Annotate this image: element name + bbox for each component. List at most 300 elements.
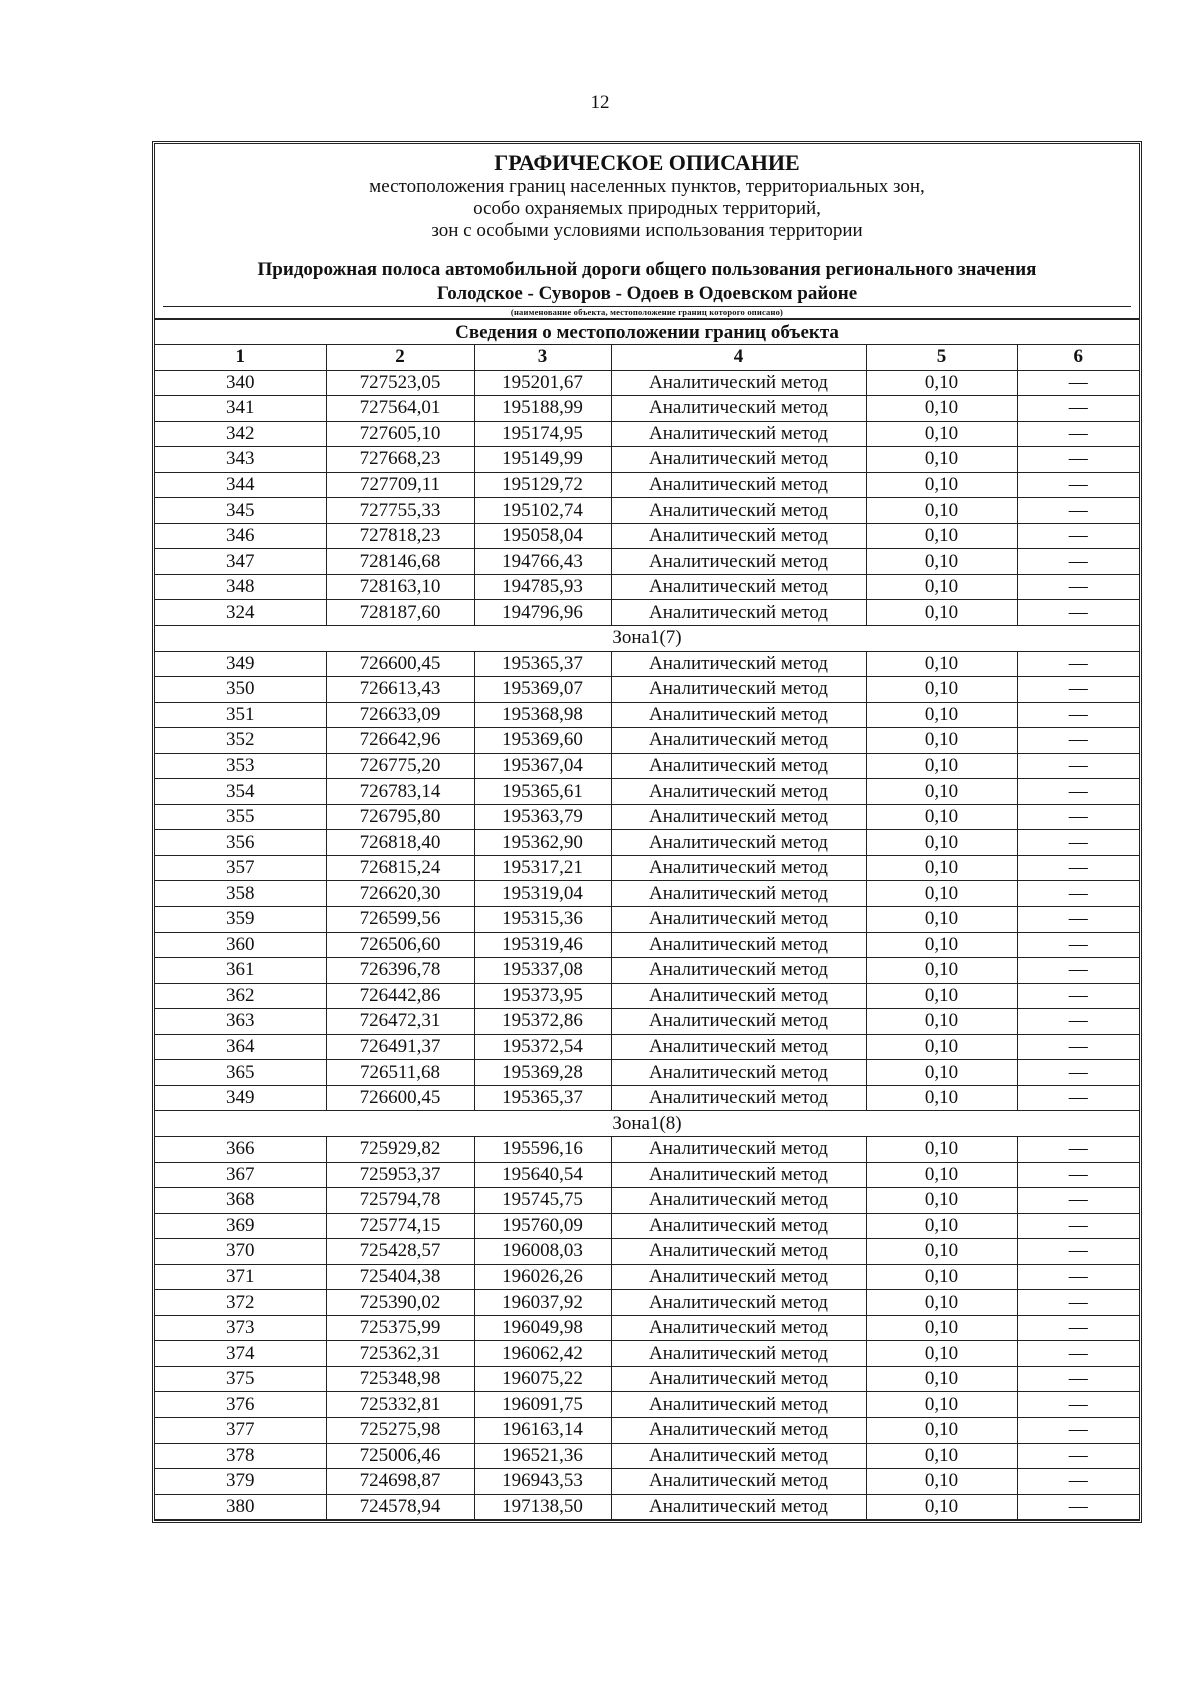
- zone-row: [155, 626, 1139, 652]
- x-coordinate-cell: 728146,68: [326, 549, 474, 575]
- column-header: 6: [1017, 345, 1139, 371]
- precision-cell: 0,10: [866, 574, 1017, 600]
- zone-label: Зона1(7): [155, 626, 1139, 652]
- table-row: [155, 1469, 1139, 1495]
- precision-cell: 0,10: [866, 1264, 1017, 1290]
- precision-cell: 0,10: [866, 932, 1017, 958]
- method-cell: Аналитический метод: [611, 1315, 866, 1341]
- precision-cell: 0,10: [866, 1494, 1017, 1520]
- note-cell: —: [1017, 779, 1139, 805]
- table-row: [155, 1264, 1139, 1290]
- column-header: 1: [155, 345, 326, 371]
- precision-cell: 0,10: [866, 1213, 1017, 1239]
- note-cell: —: [1017, 1136, 1139, 1162]
- note-cell: —: [1017, 958, 1139, 984]
- x-coordinate-cell: 725275,98: [326, 1417, 474, 1443]
- x-coordinate-cell: 725428,57: [326, 1239, 474, 1265]
- table-header-row: [155, 345, 1139, 371]
- y-coordinate-cell: 197138,50: [474, 1494, 611, 1520]
- y-coordinate-cell: 195367,04: [474, 753, 611, 779]
- note-cell: —: [1017, 983, 1139, 1009]
- method-cell: Аналитический метод: [611, 1009, 866, 1035]
- point-number-cell: 365: [155, 1060, 326, 1086]
- note-cell: —: [1017, 677, 1139, 703]
- document-header: [155, 144, 1139, 344]
- y-coordinate-cell: 195365,61: [474, 779, 611, 805]
- method-cell: Аналитический метод: [611, 523, 866, 549]
- note-cell: —: [1017, 1034, 1139, 1060]
- table-body: [155, 370, 1139, 1520]
- point-number-cell: 372: [155, 1290, 326, 1316]
- table-row: [155, 753, 1139, 779]
- method-cell: Аналитический метод: [611, 1085, 866, 1111]
- note-cell: —: [1017, 1494, 1139, 1520]
- y-coordinate-cell: 195337,08: [474, 958, 611, 984]
- y-coordinate-cell: 196026,26: [474, 1264, 611, 1290]
- precision-cell: 0,10: [866, 1315, 1017, 1341]
- y-coordinate-cell: 195174,95: [474, 421, 611, 447]
- method-cell: Аналитический метод: [611, 1469, 866, 1495]
- document-title: ГРАФИЧЕСКОЕ ОПИСАНИЕ: [494, 150, 800, 175]
- y-coordinate-cell: 194796,96: [474, 600, 611, 626]
- point-number-cell: 361: [155, 958, 326, 984]
- column-header: 4: [611, 345, 866, 371]
- column-header: 2: [326, 345, 474, 371]
- method-cell: Аналитический метод: [611, 1341, 866, 1367]
- table-row: [155, 1085, 1139, 1111]
- table-row: [155, 396, 1139, 422]
- note-cell: —: [1017, 1009, 1139, 1035]
- object-caption: (наименование объекта, местоположение границ которого описано): [510, 307, 784, 317]
- table-row: [155, 421, 1139, 447]
- precision-cell: 0,10: [866, 1366, 1017, 1392]
- method-cell: Аналитический метод: [611, 881, 866, 907]
- table-row: [155, 1162, 1139, 1188]
- precision-cell: 0,10: [866, 881, 1017, 907]
- y-coordinate-cell: 195596,16: [474, 1136, 611, 1162]
- method-cell: Аналитический метод: [611, 549, 866, 575]
- x-coordinate-cell: 725774,15: [326, 1213, 474, 1239]
- method-cell: Аналитический метод: [611, 1392, 866, 1418]
- x-coordinate-cell: 727523,05: [326, 370, 474, 396]
- method-cell: Аналитический метод: [611, 1264, 866, 1290]
- table-row: [155, 472, 1139, 498]
- note-cell: —: [1017, 1264, 1139, 1290]
- table-row: [155, 600, 1139, 626]
- y-coordinate-cell: 195362,90: [474, 830, 611, 856]
- method-cell: Аналитический метод: [611, 1034, 866, 1060]
- point-number-cell: 324: [155, 600, 326, 626]
- point-number-cell: 363: [155, 1009, 326, 1035]
- point-number-cell: 350: [155, 677, 326, 703]
- table-row: [155, 907, 1139, 933]
- x-coordinate-cell: 724698,87: [326, 1469, 474, 1495]
- table-row: [155, 1366, 1139, 1392]
- x-coordinate-cell: 727709,11: [326, 472, 474, 498]
- precision-cell: 0,10: [866, 1443, 1017, 1469]
- point-number-cell: 355: [155, 804, 326, 830]
- method-cell: Аналитический метод: [611, 1366, 866, 1392]
- point-number-cell: 343: [155, 447, 326, 473]
- method-cell: Аналитический метод: [611, 779, 866, 805]
- y-coordinate-cell: 195760,09: [474, 1213, 611, 1239]
- note-cell: —: [1017, 1315, 1139, 1341]
- point-number-cell: 353: [155, 753, 326, 779]
- x-coordinate-cell: 726442,86: [326, 983, 474, 1009]
- method-cell: Аналитический метод: [611, 855, 866, 881]
- zone-row: [155, 1111, 1139, 1137]
- x-coordinate-cell: 725953,37: [326, 1162, 474, 1188]
- point-number-cell: 342: [155, 421, 326, 447]
- y-coordinate-cell: 195745,75: [474, 1188, 611, 1214]
- table-row: [155, 1392, 1139, 1418]
- table-row: [155, 677, 1139, 703]
- precision-cell: 0,10: [866, 1034, 1017, 1060]
- table-row: [155, 1239, 1139, 1265]
- point-number-cell: 345: [155, 498, 326, 524]
- method-cell: Аналитический метод: [611, 600, 866, 626]
- y-coordinate-cell: 195319,46: [474, 932, 611, 958]
- precision-cell: 0,10: [866, 855, 1017, 881]
- note-cell: —: [1017, 498, 1139, 524]
- page-number: 12: [590, 92, 610, 113]
- precision-cell: 0,10: [866, 1060, 1017, 1086]
- table-row: [155, 881, 1139, 907]
- point-number-cell: 349: [155, 1085, 326, 1111]
- note-cell: —: [1017, 753, 1139, 779]
- method-cell: Аналитический метод: [611, 932, 866, 958]
- note-cell: —: [1017, 804, 1139, 830]
- point-number-cell: 364: [155, 1034, 326, 1060]
- precision-cell: 0,10: [866, 1188, 1017, 1214]
- table-row: [155, 1034, 1139, 1060]
- point-number-cell: 375: [155, 1366, 326, 1392]
- method-cell: Аналитический метод: [611, 421, 866, 447]
- precision-cell: 0,10: [866, 1009, 1017, 1035]
- note-cell: —: [1017, 830, 1139, 856]
- x-coordinate-cell: 726600,45: [326, 1085, 474, 1111]
- table-row: [155, 855, 1139, 881]
- x-coordinate-cell: 726396,78: [326, 958, 474, 984]
- point-number-cell: 349: [155, 651, 326, 677]
- table-row: [155, 1009, 1139, 1035]
- method-cell: Аналитический метод: [611, 370, 866, 396]
- method-cell: Аналитический метод: [611, 983, 866, 1009]
- y-coordinate-cell: 195372,86: [474, 1009, 611, 1035]
- point-number-cell: 356: [155, 830, 326, 856]
- y-coordinate-cell: 195315,36: [474, 907, 611, 933]
- point-number-cell: 371: [155, 1264, 326, 1290]
- note-cell: —: [1017, 651, 1139, 677]
- table-row: [155, 1417, 1139, 1443]
- x-coordinate-cell: 728163,10: [326, 574, 474, 600]
- point-number-cell: 359: [155, 907, 326, 933]
- x-coordinate-cell: 727818,23: [326, 523, 474, 549]
- note-cell: —: [1017, 396, 1139, 422]
- note-cell: —: [1017, 728, 1139, 754]
- x-coordinate-cell: 725375,99: [326, 1315, 474, 1341]
- note-cell: —: [1017, 1188, 1139, 1214]
- table-row: [155, 523, 1139, 549]
- method-cell: Аналитический метод: [611, 1417, 866, 1443]
- y-coordinate-cell: 195149,99: [474, 447, 611, 473]
- note-cell: —: [1017, 1443, 1139, 1469]
- table-row: [155, 549, 1139, 575]
- table-row: [155, 958, 1139, 984]
- x-coordinate-cell: 726600,45: [326, 651, 474, 677]
- note-cell: —: [1017, 932, 1139, 958]
- subtitle-line: местоположения границ населенных пунктов, территориальных зон,: [369, 176, 925, 197]
- y-coordinate-cell: 196163,14: [474, 1417, 611, 1443]
- note-cell: —: [1017, 1162, 1139, 1188]
- precision-cell: 0,10: [866, 804, 1017, 830]
- precision-cell: 0,10: [866, 651, 1017, 677]
- note-cell: —: [1017, 1366, 1139, 1392]
- note-cell: —: [1017, 574, 1139, 600]
- note-cell: —: [1017, 370, 1139, 396]
- precision-cell: 0,10: [866, 1341, 1017, 1367]
- object-name-line: Придорожная полоса автомобильной дороги общего пользования регионального значения: [257, 259, 1037, 280]
- note-cell: —: [1017, 472, 1139, 498]
- note-cell: —: [1017, 907, 1139, 933]
- y-coordinate-cell: 195640,54: [474, 1162, 611, 1188]
- document-frame: [152, 141, 1142, 1523]
- method-cell: Аналитический метод: [611, 1188, 866, 1214]
- x-coordinate-cell: 725404,38: [326, 1264, 474, 1290]
- point-number-cell: 373: [155, 1315, 326, 1341]
- y-coordinate-cell: 195369,28: [474, 1060, 611, 1086]
- precision-cell: 0,10: [866, 600, 1017, 626]
- precision-cell: 0,10: [866, 1239, 1017, 1265]
- x-coordinate-cell: 725362,31: [326, 1341, 474, 1367]
- precision-cell: 0,10: [866, 728, 1017, 754]
- x-coordinate-cell: 726620,30: [326, 881, 474, 907]
- x-coordinate-cell: 727605,10: [326, 421, 474, 447]
- y-coordinate-cell: 196049,98: [474, 1315, 611, 1341]
- column-header: 3: [474, 345, 611, 371]
- x-coordinate-cell: 728187,60: [326, 600, 474, 626]
- note-cell: —: [1017, 1392, 1139, 1418]
- y-coordinate-cell: 195188,99: [474, 396, 611, 422]
- y-coordinate-cell: 195201,67: [474, 370, 611, 396]
- point-number-cell: 362: [155, 983, 326, 1009]
- x-coordinate-cell: 725332,81: [326, 1392, 474, 1418]
- x-coordinate-cell: 727668,23: [326, 447, 474, 473]
- y-coordinate-cell: 195317,21: [474, 855, 611, 881]
- method-cell: Аналитический метод: [611, 447, 866, 473]
- x-coordinate-cell: 726511,68: [326, 1060, 474, 1086]
- precision-cell: 0,10: [866, 498, 1017, 524]
- table-row: [155, 574, 1139, 600]
- y-coordinate-cell: 195369,60: [474, 728, 611, 754]
- y-coordinate-cell: 195102,74: [474, 498, 611, 524]
- y-coordinate-cell: 196521,36: [474, 1443, 611, 1469]
- x-coordinate-cell: 725390,02: [326, 1290, 474, 1316]
- method-cell: Аналитический метод: [611, 702, 866, 728]
- table-row: [155, 932, 1139, 958]
- point-number-cell: 379: [155, 1469, 326, 1495]
- note-cell: —: [1017, 600, 1139, 626]
- precision-cell: 0,10: [866, 753, 1017, 779]
- y-coordinate-cell: 196091,75: [474, 1392, 611, 1418]
- precision-cell: 0,10: [866, 549, 1017, 575]
- note-cell: —: [1017, 549, 1139, 575]
- table-row: [155, 830, 1139, 856]
- point-number-cell: 374: [155, 1341, 326, 1367]
- method-cell: Аналитический метод: [611, 396, 866, 422]
- note-cell: —: [1017, 1469, 1139, 1495]
- precision-cell: 0,10: [866, 779, 1017, 805]
- column-header: 5: [866, 345, 1017, 371]
- y-coordinate-cell: 196943,53: [474, 1469, 611, 1495]
- note-cell: —: [1017, 421, 1139, 447]
- table-row: [155, 1213, 1139, 1239]
- point-number-cell: 344: [155, 472, 326, 498]
- method-cell: Аналитический метод: [611, 1213, 866, 1239]
- method-cell: Аналитический метод: [611, 753, 866, 779]
- x-coordinate-cell: 726506,60: [326, 932, 474, 958]
- method-cell: Аналитический метод: [611, 1060, 866, 1086]
- y-coordinate-cell: 195372,54: [474, 1034, 611, 1060]
- table-row: [155, 779, 1139, 805]
- x-coordinate-cell: 726642,96: [326, 728, 474, 754]
- precision-cell: 0,10: [866, 677, 1017, 703]
- point-number-cell: 377: [155, 1417, 326, 1443]
- method-cell: Аналитический метод: [611, 498, 866, 524]
- table-row: [155, 1341, 1139, 1367]
- precision-cell: 0,10: [866, 447, 1017, 473]
- method-cell: Аналитический метод: [611, 1290, 866, 1316]
- x-coordinate-cell: 727564,01: [326, 396, 474, 422]
- object-name-line: Голодское - Суворов - Одоев в Одоевском районе: [436, 283, 858, 304]
- precision-cell: 0,10: [866, 1417, 1017, 1443]
- table-row: [155, 728, 1139, 754]
- table-row: [155, 1494, 1139, 1520]
- point-number-cell: 369: [155, 1213, 326, 1239]
- point-number-cell: 370: [155, 1239, 326, 1265]
- subtitle-line: особо охраняемых природных территорий,: [473, 198, 821, 219]
- precision-cell: 0,10: [866, 1469, 1017, 1495]
- x-coordinate-cell: 726613,43: [326, 677, 474, 703]
- table-row: [155, 498, 1139, 524]
- x-coordinate-cell: 726472,31: [326, 1009, 474, 1035]
- method-cell: Аналитический метод: [611, 651, 866, 677]
- point-number-cell: 354: [155, 779, 326, 805]
- x-coordinate-cell: 725348,98: [326, 1366, 474, 1392]
- table-row: [155, 651, 1139, 677]
- table-row: [155, 1443, 1139, 1469]
- precision-cell: 0,10: [866, 1290, 1017, 1316]
- precision-cell: 0,10: [866, 1162, 1017, 1188]
- note-cell: —: [1017, 702, 1139, 728]
- table-row: [155, 1290, 1139, 1316]
- y-coordinate-cell: 195363,79: [474, 804, 611, 830]
- note-cell: —: [1017, 447, 1139, 473]
- coordinates-table: [155, 344, 1139, 1520]
- table-row: [155, 702, 1139, 728]
- y-coordinate-cell: 195058,04: [474, 523, 611, 549]
- y-coordinate-cell: 196075,22: [474, 1366, 611, 1392]
- method-cell: Аналитический метод: [611, 677, 866, 703]
- note-cell: —: [1017, 1417, 1139, 1443]
- precision-cell: 0,10: [866, 421, 1017, 447]
- note-cell: —: [1017, 855, 1139, 881]
- method-cell: Аналитический метод: [611, 472, 866, 498]
- point-number-cell: 346: [155, 523, 326, 549]
- x-coordinate-cell: 726775,20: [326, 753, 474, 779]
- point-number-cell: 366: [155, 1136, 326, 1162]
- table-row: [155, 804, 1139, 830]
- x-coordinate-cell: 725006,46: [326, 1443, 474, 1469]
- method-cell: Аналитический метод: [611, 804, 866, 830]
- precision-cell: 0,10: [866, 958, 1017, 984]
- point-number-cell: 340: [155, 370, 326, 396]
- table-row: [155, 447, 1139, 473]
- precision-cell: 0,10: [866, 702, 1017, 728]
- x-coordinate-cell: 726818,40: [326, 830, 474, 856]
- note-cell: —: [1017, 1085, 1139, 1111]
- y-coordinate-cell: 196008,03: [474, 1239, 611, 1265]
- precision-cell: 0,10: [866, 983, 1017, 1009]
- precision-cell: 0,10: [866, 1392, 1017, 1418]
- y-coordinate-cell: 195319,04: [474, 881, 611, 907]
- point-number-cell: 367: [155, 1162, 326, 1188]
- y-coordinate-cell: 195365,37: [474, 651, 611, 677]
- point-number-cell: 358: [155, 881, 326, 907]
- y-coordinate-cell: 194766,43: [474, 549, 611, 575]
- x-coordinate-cell: 726783,14: [326, 779, 474, 805]
- note-cell: —: [1017, 1213, 1139, 1239]
- y-coordinate-cell: 194785,93: [474, 574, 611, 600]
- method-cell: Аналитический метод: [611, 958, 866, 984]
- method-cell: Аналитический метод: [611, 1239, 866, 1265]
- y-coordinate-cell: 195365,37: [474, 1085, 611, 1111]
- x-coordinate-cell: 726491,37: [326, 1034, 474, 1060]
- note-cell: —: [1017, 1341, 1139, 1367]
- note-cell: —: [1017, 1239, 1139, 1265]
- point-number-cell: 378: [155, 1443, 326, 1469]
- x-coordinate-cell: 726815,24: [326, 855, 474, 881]
- x-coordinate-cell: 725794,78: [326, 1188, 474, 1214]
- y-coordinate-cell: 196062,42: [474, 1341, 611, 1367]
- precision-cell: 0,10: [866, 907, 1017, 933]
- method-cell: Аналитический метод: [611, 1162, 866, 1188]
- method-cell: Аналитический метод: [611, 1136, 866, 1162]
- note-cell: —: [1017, 1060, 1139, 1086]
- y-coordinate-cell: 196037,92: [474, 1290, 611, 1316]
- precision-cell: 0,10: [866, 830, 1017, 856]
- y-coordinate-cell: 195373,95: [474, 983, 611, 1009]
- x-coordinate-cell: 726795,80: [326, 804, 474, 830]
- point-number-cell: 368: [155, 1188, 326, 1214]
- x-coordinate-cell: 726599,56: [326, 907, 474, 933]
- method-cell: Аналитический метод: [611, 907, 866, 933]
- method-cell: Аналитический метод: [611, 574, 866, 600]
- method-cell: Аналитический метод: [611, 1494, 866, 1520]
- section-title: Сведения о местоположении границ объекта: [155, 318, 1139, 344]
- precision-cell: 0,10: [866, 396, 1017, 422]
- table-row: [155, 983, 1139, 1009]
- zone-label: Зона1(8): [155, 1111, 1139, 1137]
- point-number-cell: 351: [155, 702, 326, 728]
- table-row: [155, 1315, 1139, 1341]
- x-coordinate-cell: 724578,94: [326, 1494, 474, 1520]
- table-row: [155, 1188, 1139, 1214]
- x-coordinate-cell: 726633,09: [326, 702, 474, 728]
- y-coordinate-cell: 195368,98: [474, 702, 611, 728]
- point-number-cell: 380: [155, 1494, 326, 1520]
- point-number-cell: 348: [155, 574, 326, 600]
